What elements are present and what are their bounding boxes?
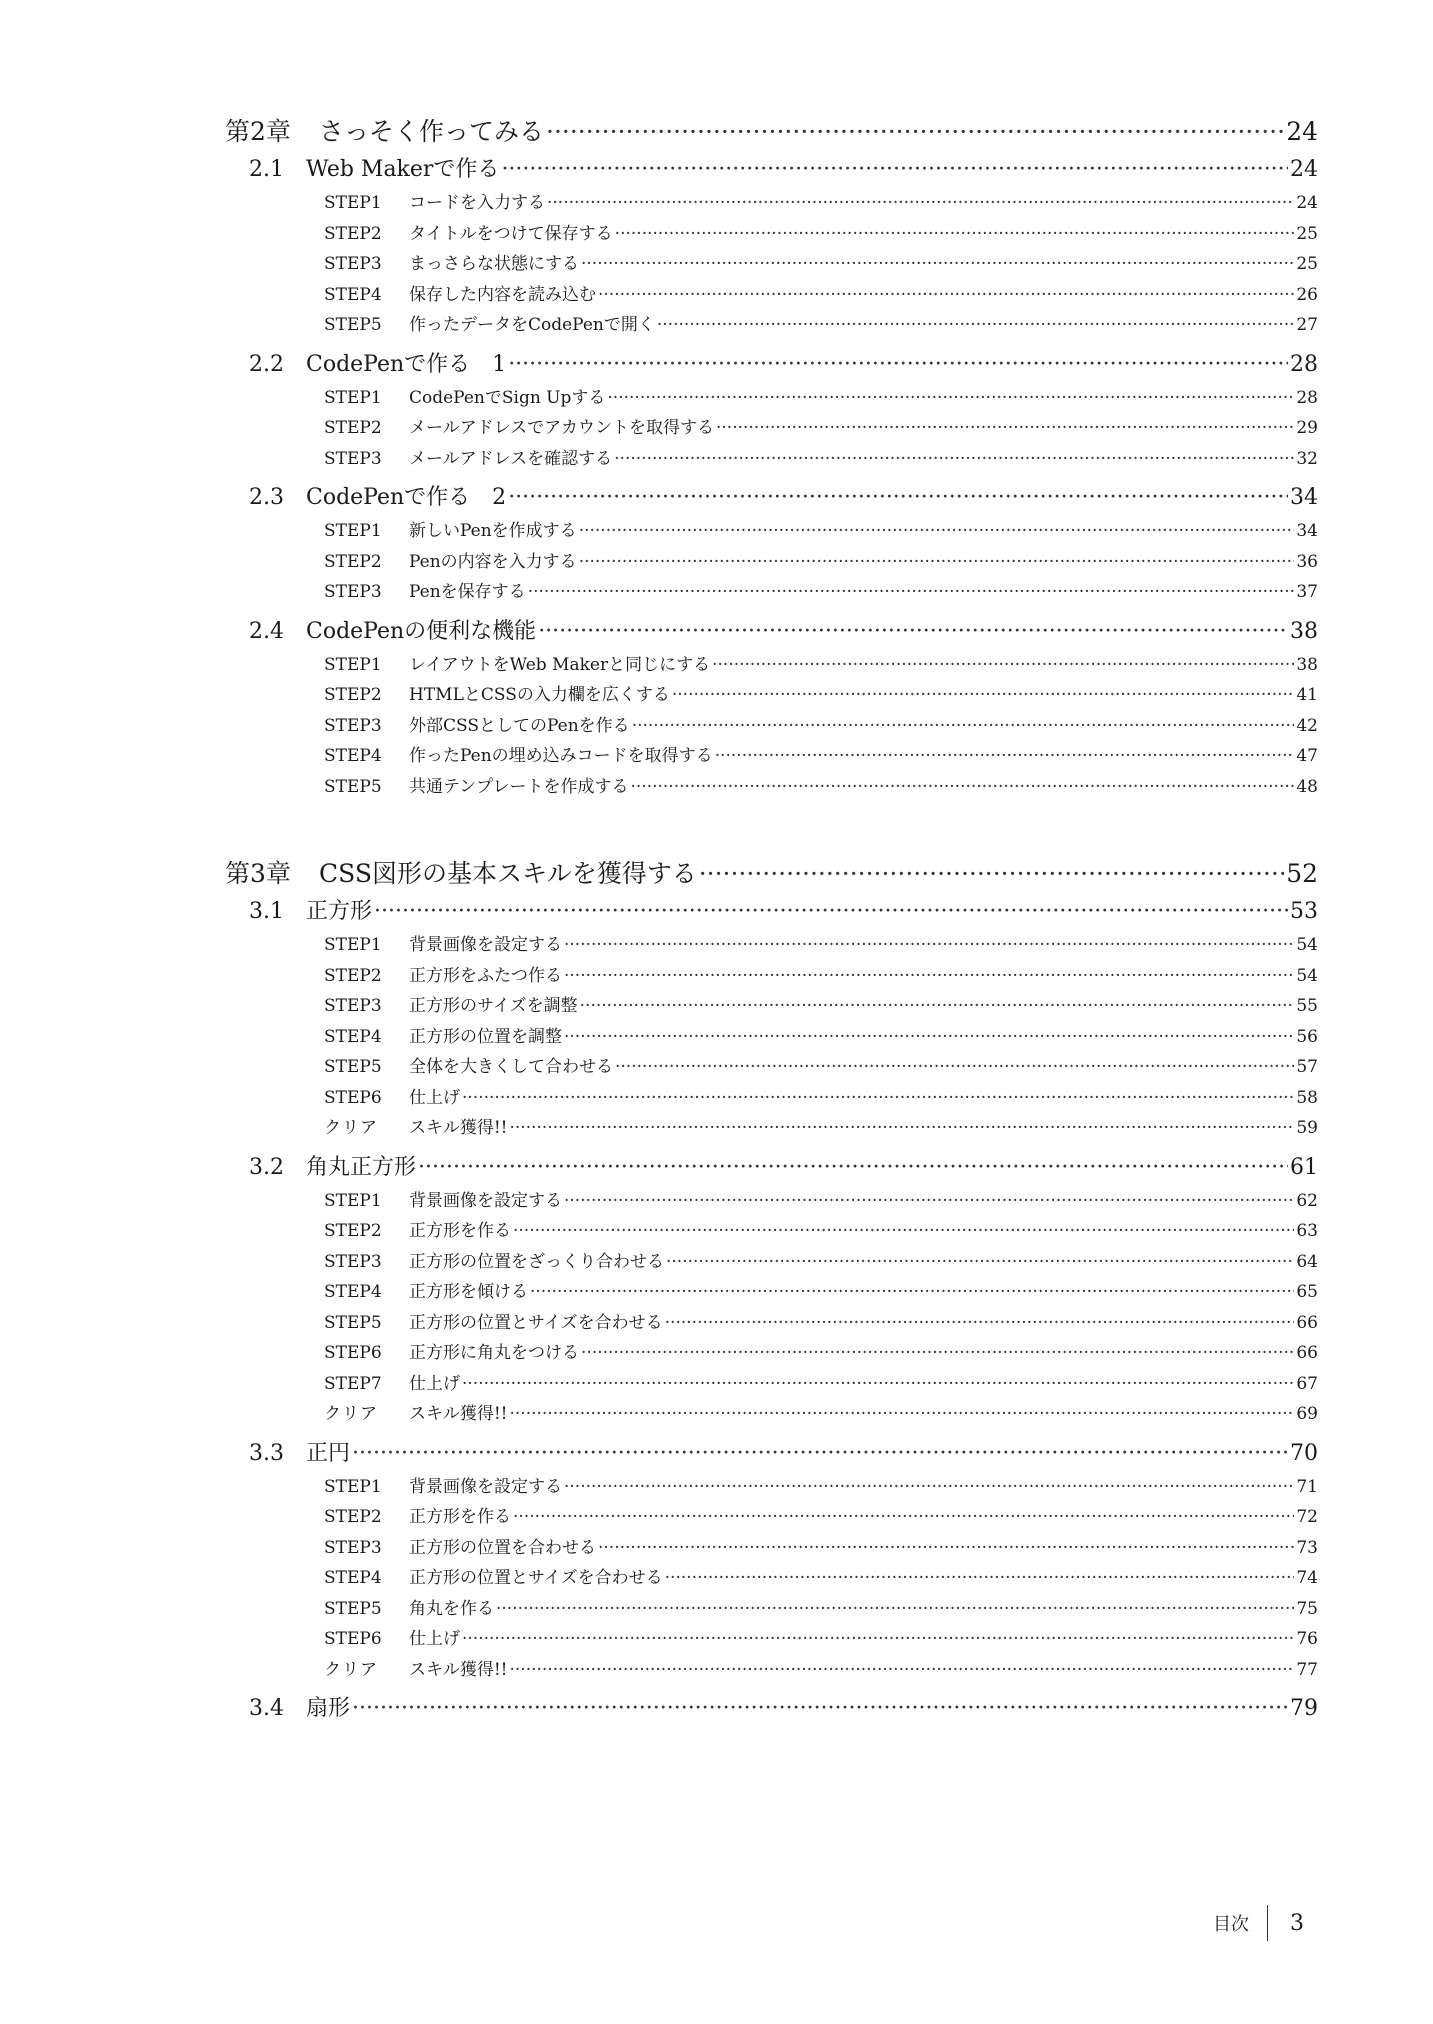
toc-entry-number: STEP2 (324, 551, 382, 572)
toc-entry-title (324, 711, 630, 742)
toc-entry-text: スキル獲得!! (409, 1118, 508, 1138)
toc-entry-title (324, 650, 710, 681)
toc-entry-number: STEP2 (324, 965, 382, 986)
toc-item (225, 1399, 1318, 1430)
toc-entry-text: 共通テンプレートを作成する (409, 776, 629, 797)
toc-page-number: 74 (1296, 1568, 1318, 1588)
toc-entry-text: CodePenでSign Upする (409, 387, 606, 408)
dot-leader (564, 930, 1294, 961)
toc-entry-text: コードを入力する (409, 193, 545, 213)
toc-entry-title (324, 1308, 663, 1339)
toc-page-number: 76 (1296, 1629, 1318, 1649)
toc-entry-text: 背景画像を設定する (409, 1476, 562, 1497)
toc-item (225, 650, 1318, 681)
dot-leader (374, 894, 1288, 930)
toc-entry-number: 2.3 (249, 485, 284, 510)
toc-entry-text: 正方形に角丸をつける (409, 1343, 579, 1363)
toc-item (225, 711, 1318, 742)
toc-chapter (225, 112, 1318, 152)
toc-entry-title (324, 1113, 508, 1144)
toc-section (225, 894, 1318, 930)
toc-page-number: 53 (1290, 899, 1318, 924)
toc-entry-text: 正方形の位置とサイズを合わせる (409, 1312, 663, 1333)
dot-leader (614, 444, 1294, 475)
toc-entry-title (324, 930, 562, 961)
toc-page-number: 28 (1290, 351, 1318, 377)
toc-item (225, 680, 1318, 711)
toc-page-number: 75 (1296, 1598, 1318, 1619)
toc-entry-text: Penを保存する (409, 582, 526, 602)
toc-entry-text: 仕上げ (409, 1373, 460, 1394)
toc-page-number: 34 (1290, 485, 1318, 510)
toc-entry-number: STEP2 (324, 1507, 382, 1527)
toc-item (225, 1052, 1318, 1083)
dot-leader (513, 1216, 1294, 1247)
toc-entry-number: STEP3 (324, 715, 382, 736)
toc-entry-title (324, 1247, 664, 1278)
toc-entry-number: 3.4 (249, 1696, 284, 1721)
toc-page-number: 66 (1296, 1312, 1318, 1333)
toc-entry-text: 正方形の位置とサイズを合わせる (409, 1568, 663, 1588)
toc-entry-text: 仕上げ (409, 1629, 460, 1649)
dot-leader (598, 280, 1294, 311)
toc-entry-title (324, 310, 655, 341)
toc-item (225, 930, 1318, 961)
dot-leader (712, 650, 1294, 681)
dot-leader (538, 614, 1288, 650)
toc-page-number: 37 (1296, 582, 1318, 602)
toc-section (225, 152, 1318, 188)
toc-page-number: 58 (1296, 1087, 1318, 1108)
toc-entry-title (324, 516, 577, 547)
toc-page-number: 25 (1296, 223, 1318, 244)
page-number: 3 (1290, 1910, 1304, 1936)
toc-item (225, 1369, 1318, 1400)
dot-leader (508, 347, 1288, 383)
toc-entry-title (324, 219, 613, 250)
toc-page-number: 77 (1296, 1659, 1318, 1680)
toc-page-number: 47 (1296, 746, 1318, 766)
toc-entry-text: 正方形をふたつ作る (409, 965, 562, 986)
dot-leader (579, 547, 1295, 578)
toc-chapter (225, 854, 1318, 894)
toc-entry-title (324, 1216, 511, 1247)
toc-entry-text: 作ったデータをCodePenで開く (409, 315, 655, 335)
toc-entry-title (324, 547, 577, 578)
toc-entry-text: メールアドレスを確認する (409, 448, 613, 469)
toc-page-number: 61 (1290, 1154, 1318, 1180)
dot-leader (510, 1655, 1295, 1686)
toc-item (225, 280, 1318, 311)
dot-leader (547, 188, 1294, 219)
toc-page-number: 34 (1296, 521, 1318, 541)
toc-page-number: 73 (1296, 1537, 1318, 1558)
toc-item (225, 577, 1318, 608)
toc-entry-text: 背景画像を設定する (409, 935, 562, 955)
toc-page-number: 54 (1296, 935, 1318, 955)
toc-entry-title (324, 1186, 562, 1217)
toc-section (225, 1150, 1318, 1186)
toc-entry-number: STEP7 (324, 1373, 382, 1394)
toc-entry-title (324, 413, 714, 444)
toc-entry-number: STEP1 (324, 1476, 382, 1497)
toc-entry-text: 全体を大きくして合わせる (409, 1057, 613, 1077)
toc-entry-number: STEP3 (324, 1251, 382, 1272)
toc-entry-text: スキル獲得!! (409, 1404, 508, 1424)
toc-entry-number: STEP6 (324, 1343, 382, 1363)
toc-entry-number: STEP2 (324, 1221, 382, 1241)
toc-entry-number: STEP4 (324, 1026, 382, 1047)
toc-entry-number: STEP4 (324, 746, 382, 766)
toc-entry-number: STEP4 (324, 1568, 382, 1588)
dot-leader (580, 991, 1295, 1022)
toc-page-number: 41 (1296, 685, 1318, 705)
toc-entry-title (324, 1083, 460, 1114)
dot-leader (462, 1369, 1294, 1400)
toc-page-number: 66 (1296, 1343, 1318, 1363)
toc-item (225, 1247, 1318, 1278)
toc-entry-title (324, 680, 670, 711)
toc-entry-number: STEP3 (324, 582, 382, 602)
toc-entry-number: STEP5 (324, 1312, 382, 1333)
dot-leader (564, 961, 1294, 992)
toc-entry-number: STEP5 (324, 776, 382, 797)
toc-entry-number: STEP3 (324, 996, 382, 1016)
toc-page-number: 71 (1296, 1476, 1318, 1497)
toc-page-number: 62 (1296, 1190, 1318, 1211)
toc-entry-text: スキル獲得!! (409, 1659, 508, 1680)
toc-page-number: 64 (1296, 1251, 1318, 1272)
dot-leader (715, 741, 1295, 772)
toc-entry-title (249, 1691, 350, 1727)
toc-page-number: 48 (1296, 776, 1318, 797)
toc-entry-number: 3.1 (249, 899, 284, 924)
toc-section (225, 614, 1318, 650)
dot-leader (581, 1338, 1294, 1369)
toc-entry-title (249, 480, 506, 516)
toc-entry-text: 正方形 (306, 899, 373, 924)
toc-item (225, 516, 1318, 547)
dot-leader (462, 1083, 1294, 1114)
toc-entry-text: 保存した内容を読み込む (409, 284, 596, 305)
toc-entry-text: 角丸正方形 (306, 1154, 417, 1180)
toc-entry-number: STEP5 (324, 1057, 382, 1077)
dot-leader (564, 1186, 1294, 1217)
toc-page-number: 24 (1290, 157, 1318, 182)
dot-leader (699, 854, 1284, 894)
toc-section (225, 1436, 1318, 1472)
toc-item (225, 1502, 1318, 1533)
dot-leader (657, 310, 1294, 341)
toc-page-number: 79 (1290, 1696, 1318, 1721)
toc-page-number: 57 (1296, 1057, 1318, 1077)
toc-entry-text: 正方形を傾ける (409, 1282, 528, 1302)
dot-leader (530, 1277, 1294, 1308)
toc-entry-number: STEP3 (324, 1537, 382, 1558)
toc-entry-text: CodePenで作る 2 (306, 485, 507, 510)
toc-entry-title (324, 577, 526, 608)
toc-entry-text: 扇形 (306, 1696, 351, 1721)
toc-entry-number: 2.1 (249, 157, 284, 182)
toc-item (225, 1655, 1318, 1686)
toc-item (225, 1186, 1318, 1217)
toc-entry-title (324, 961, 562, 992)
dot-leader (564, 1472, 1294, 1503)
toc-page-number: 38 (1290, 618, 1318, 644)
dot-leader (510, 1399, 1295, 1430)
toc-entry-text: 角丸を作る (409, 1598, 494, 1619)
toc-entry-text: タイトルをつけて保存する (409, 223, 613, 244)
toc-page-number: 29 (1296, 418, 1318, 438)
toc-page-number: 28 (1296, 387, 1318, 408)
toc-page-number: 59 (1296, 1118, 1318, 1138)
dot-leader (496, 1594, 1294, 1625)
toc-page-number: 52 (1286, 859, 1318, 888)
toc-entry-number: クリア (324, 1659, 378, 1680)
toc-page-number: 70 (1290, 1440, 1318, 1466)
toc-item (225, 1594, 1318, 1625)
toc-item (225, 1338, 1318, 1369)
toc-item (225, 1308, 1318, 1339)
toc-item (225, 444, 1318, 475)
toc-entry-number: STEP1 (324, 521, 382, 541)
dot-leader (501, 152, 1288, 188)
toc-entry-text: 背景画像を設定する (409, 1190, 562, 1211)
toc-item (225, 772, 1318, 803)
toc-page-number: 69 (1296, 1404, 1318, 1424)
toc-page-number: 63 (1296, 1221, 1318, 1241)
toc-entry-title (324, 1502, 511, 1533)
toc-entry-title (249, 614, 536, 650)
dot-leader (615, 1052, 1294, 1083)
toc-entry-number: STEP2 (324, 418, 382, 438)
toc-entry-text: 正方形の位置を調整 (409, 1026, 562, 1047)
toc-entry-number: STEP1 (324, 193, 382, 213)
toc-entry-title (324, 383, 605, 414)
toc-entry-title (324, 1563, 663, 1594)
toc-entry-number: クリア (324, 1404, 378, 1424)
toc-entry-text: 正方形の位置をざっくり合わせる (409, 1251, 664, 1272)
dot-leader (630, 772, 1294, 803)
toc-page-number: 36 (1296, 551, 1318, 572)
toc-section (225, 480, 1318, 516)
toc-entry-title (249, 1150, 416, 1186)
toc-entry-title (225, 854, 697, 894)
toc-page-number: 24 (1286, 117, 1318, 146)
toc-entry-text: 作ったPenの埋め込みコードを取得する (409, 746, 713, 766)
toc-entry-text: Web Makerで作る (306, 157, 500, 182)
toc-item (225, 961, 1318, 992)
toc-item (225, 1472, 1318, 1503)
toc-page-number: 25 (1296, 254, 1318, 274)
toc-entry-title (249, 347, 506, 383)
dot-leader (665, 1563, 1295, 1594)
toc-entry-title (249, 152, 499, 188)
toc-item (225, 249, 1318, 280)
dot-leader (352, 1691, 1288, 1727)
toc-page-number: 27 (1296, 315, 1318, 335)
toc-entry-number: STEP6 (324, 1087, 382, 1108)
toc-entry-title (324, 1399, 508, 1430)
toc-page-number: 42 (1296, 715, 1318, 736)
toc-entry-title (324, 1472, 562, 1503)
toc-entry-title (324, 1369, 460, 1400)
toc-entry-title (249, 894, 372, 930)
toc-entry-number: 第3章 (225, 859, 291, 888)
toc-entry-title (324, 1338, 579, 1369)
dot-leader (672, 680, 1294, 711)
toc-entry-number: STEP1 (324, 654, 382, 675)
dot-leader (508, 480, 1288, 516)
dot-leader (716, 413, 1294, 444)
toc-entry-title (324, 249, 579, 280)
toc-entry-text: 正方形のサイズを調整 (409, 996, 578, 1016)
dot-leader (462, 1624, 1294, 1655)
toc-entry-text: 仕上げ (409, 1087, 460, 1108)
toc-entry-text: 正方形を作る (409, 1507, 511, 1527)
toc-item (225, 991, 1318, 1022)
toc-item (225, 1624, 1318, 1655)
toc-entry-title (324, 1655, 508, 1686)
toc-item (225, 383, 1318, 414)
toc-entry-text: 新しいPenを作成する (409, 521, 577, 541)
toc-entry-text: 正方形の位置を合わせる (409, 1537, 596, 1558)
toc-entry-number: STEP1 (324, 935, 382, 955)
toc-entry-number: STEP2 (324, 223, 382, 244)
table-of-contents (225, 112, 1318, 1727)
dot-leader (666, 1247, 1294, 1278)
toc-entry-title (324, 444, 612, 475)
toc-entry-title (324, 188, 545, 219)
toc-entry-title (324, 1594, 494, 1625)
toc-entry-title (324, 1624, 460, 1655)
toc-item (225, 310, 1318, 341)
dot-leader (418, 1150, 1288, 1186)
toc-entry-number: 2.4 (249, 618, 284, 644)
toc-item (225, 1083, 1318, 1114)
toc-item (225, 547, 1318, 578)
toc-entry-number: STEP6 (324, 1629, 382, 1649)
toc-entry-number: STEP4 (324, 1282, 382, 1302)
toc-entry-title (324, 1052, 613, 1083)
dot-leader (564, 1022, 1294, 1053)
dot-leader (607, 383, 1294, 414)
footer-label: 目次 (1213, 1914, 1249, 1935)
dot-leader (665, 1308, 1295, 1339)
toc-entry-title (324, 1533, 596, 1564)
toc-entry-text: レイアウトをWeb Makerと同じにする (409, 654, 711, 675)
toc-section (225, 1691, 1318, 1727)
toc-entry-text: CodePenの便利な機能 (306, 618, 537, 644)
toc-entry-title (324, 1277, 528, 1308)
toc-page-number: 32 (1296, 448, 1318, 469)
dot-leader (352, 1436, 1288, 1472)
toc-entry-text: 正円 (306, 1440, 351, 1466)
toc-entry-title (249, 1436, 350, 1472)
toc-item (225, 413, 1318, 444)
toc-entry-text: CodePenで作る 1 (306, 351, 507, 377)
dot-leader (579, 516, 1295, 547)
dot-leader (598, 1533, 1294, 1564)
toc-entry-title (324, 1022, 562, 1053)
toc-entry-number: クリア (324, 1118, 378, 1138)
toc-item (225, 1216, 1318, 1247)
toc-item (225, 1277, 1318, 1308)
dot-leader (528, 577, 1295, 608)
toc-item (225, 1113, 1318, 1144)
toc-item (225, 219, 1318, 250)
footer-divider (1267, 1905, 1268, 1941)
toc-entry-number: STEP3 (324, 254, 382, 274)
toc-entry-title (225, 112, 544, 152)
dot-leader (615, 219, 1295, 250)
toc-entry-title (324, 772, 628, 803)
toc-page-number: 56 (1296, 1026, 1318, 1047)
toc-entry-text: まっさらな状態にする (409, 254, 579, 274)
toc-page-number: 55 (1296, 996, 1318, 1016)
toc-entry-number: STEP5 (324, 1598, 382, 1619)
toc-entry-number: STEP1 (324, 387, 382, 408)
toc-entry-text: 正方形を作る (409, 1221, 511, 1241)
toc-entry-number: 第2章 (225, 117, 291, 146)
toc-entry-number: STEP4 (324, 284, 382, 305)
toc-entry-text: HTMLとCSSの入力欄を広くする (409, 685, 670, 705)
toc-page-number: 65 (1296, 1282, 1318, 1302)
toc-item (225, 1563, 1318, 1594)
dot-leader (546, 112, 1284, 152)
toc-page-number: 67 (1296, 1373, 1318, 1394)
toc-item (225, 1533, 1318, 1564)
toc-page-number: 54 (1296, 965, 1318, 986)
toc-entry-text: CSS図形の基本スキルを獲得する (319, 859, 697, 888)
toc-entry-number: STEP5 (324, 315, 382, 335)
page-footer (1213, 1905, 1304, 1941)
toc-item (225, 188, 1318, 219)
dot-leader (513, 1502, 1294, 1533)
toc-entry-text: メールアドレスでアカウントを取得する (409, 418, 714, 438)
toc-entry-number: 3.2 (249, 1154, 284, 1180)
toc-entry-text: さっそく作ってみる (319, 117, 545, 146)
toc-entry-text: 外部CSSとしてのPenを作る (409, 715, 630, 736)
toc-item (225, 1022, 1318, 1053)
toc-page-number: 26 (1296, 284, 1318, 305)
toc-entry-number: 2.2 (249, 351, 284, 377)
toc-entry-number: STEP1 (324, 1190, 382, 1211)
toc-entry-number: STEP2 (324, 685, 382, 705)
toc-entry-title (324, 280, 596, 311)
toc-entry-title (324, 991, 578, 1022)
toc-item (225, 741, 1318, 772)
toc-page-number: 72 (1296, 1507, 1318, 1527)
toc-page-number: 24 (1296, 193, 1318, 213)
toc-section (225, 347, 1318, 383)
toc-entry-number: STEP3 (324, 448, 382, 469)
toc-page-number: 38 (1296, 654, 1318, 675)
toc-entry-title (324, 741, 713, 772)
dot-leader (632, 711, 1295, 742)
toc-entry-number: 3.3 (249, 1440, 284, 1466)
toc-entry-text: Penの内容を入力する (409, 551, 577, 572)
dot-leader (581, 249, 1294, 280)
dot-leader (510, 1113, 1295, 1144)
